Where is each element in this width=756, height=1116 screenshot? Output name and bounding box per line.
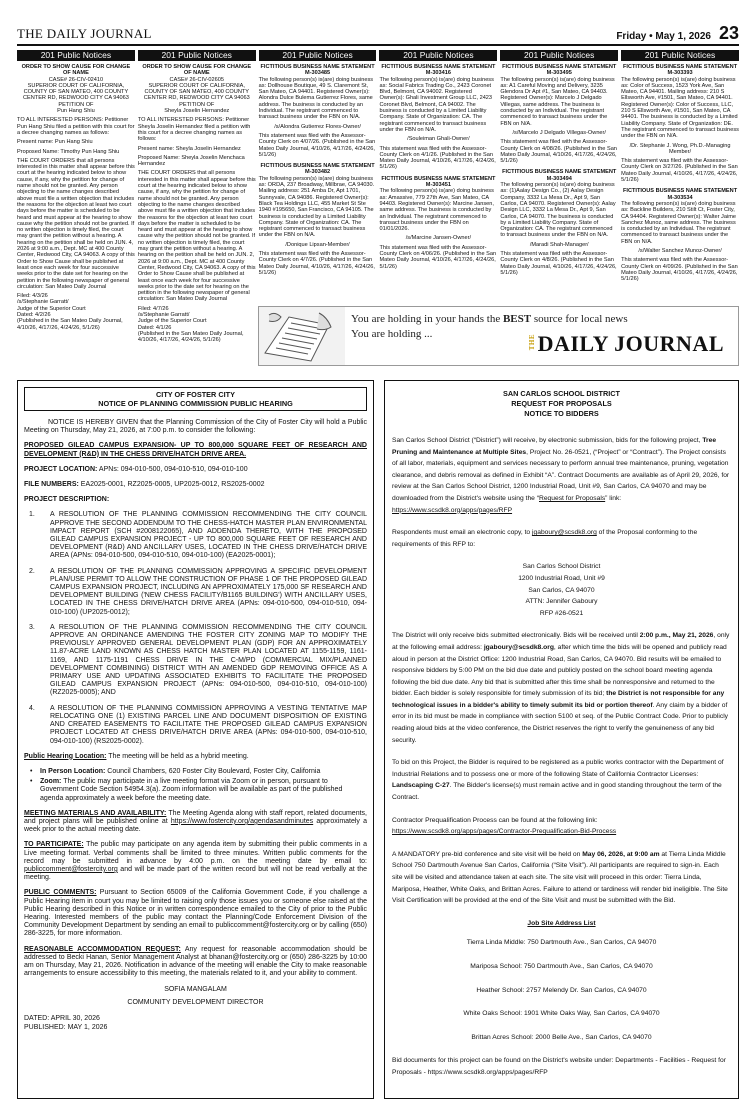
comment-email-link[interactable]: publiccomment@fostercity.org	[24, 865, 118, 873]
petitioner-name: Sheyla Joselin Hernandez	[164, 108, 230, 115]
notice-title: FICTITIOUS BUSINESS NAME STATEMENT M-303485	[260, 64, 375, 77]
project-paragraph: San Carlos School District (“District”) will receive, by electronic submission, bids for the following project, Tree Pruning and Maintenance at Multiple Sites, Project No. 26-0521, (“Project” or “Contract”). The Project consists of all labor, materials, equipment and services necessary to perform annual tree maintenance, pruning, vegetation clearance, and debris removal as defined in Exhibit “A”. Contract Documents are available as of April 29, 2026, for review at the San Carlos School District, 1200 Industrial Road, Unit #9, San Carlos, CA 94070 and may be downloaded from the District's website using the “Request for Proposals” link: https://www.scsdk8.org/apps/pages/RFP	[392, 437, 730, 514]
section-header: 201 Public Notices	[379, 50, 497, 61]
notice-body: The following person(s) is(are) doing business as: Backline Builders, 210 Stilt Ct, Foster City, CA 94404. Registered Owner(s): Walter Jaime Sanchez Munoz, same address. The business is conducted by an Individual. The registrant commenced to transact business under the FBN on N/A.	[621, 200, 736, 245]
rfp-link-label[interactable]: Request for Proposals	[539, 494, 606, 502]
mailing-address: San Carlos School District 1200 Industrial Road, Unit #9 San Carlos, CA 94070 ATTN: Jennifer Gaboury RFP #26-0521	[518, 563, 605, 617]
list-item: 4. A RESOLUTION OF THE PLANNING COMMISSION APPROVING A VESTING TENTATIVE MAP RELOCATING ONE (1) EXISTING PARCEL LINE AND DOCUMENT DISPOSITION OF EXISTING AND CREATED EASEMENTS TO FACILITATE THE PROPOSED GILEAD CAMPUS EXPANSION PROJECT LOCATED AT CHESS DRIVE/HATCH DRIVE AREA (APNs: 094-010-500, 094-010-510, 094-010-100) (RS2025-0002).	[29, 704, 367, 745]
notice-paragraph: TO ALL INTERESTED PERSONS: Petitioner Sheyla Joselin Hernandez filed a petition with this court for a decree changing names as follows:	[137, 117, 251, 143]
notice-title: FICTITIOUS BUSINESS NAME STATEMENT M-303494	[502, 169, 617, 182]
filing-info: Filed: 4/7/26 /s/Stephanie Garratt/ Judge of the Superior Court Dated: 4/1/26 (Published in the San Mateo Daily Journal, 4/10/26, 4/17/26, 4/24/26, 5/1/26)	[137, 305, 244, 344]
petition-of: PETITION OF	[179, 101, 215, 108]
notice-body: The following person(s) is(are) doing business as: Dollhouse Boutique, 49 S. Claremont St, San Mateo, CA 94401. Registered Owner(s): Alondra Dulce Bulema Gutierrez Flores, same address. The business is conducted by an Individual. The registrant commenced to transact business under the FBN on N/A.	[258, 76, 374, 121]
fbn-notice	[379, 64, 497, 171]
section-header: 201 Public Notices	[621, 50, 739, 61]
email-link[interactable]: jgaboury@scsdk8.org	[532, 529, 597, 537]
file-numbers: FILE NUMBERS: EA2025-0001, RZ2025-0005, UP2025-0012, RS2025-0002	[24, 481, 265, 489]
list-item: Mariposa School: 750 Dartmouth Ave., San Carlos, CA 94070	[470, 962, 653, 970]
notice-title: FICTITIOUS BUSINESS NAME STATEMENT M-303451	[381, 175, 496, 189]
notice-signature: /s/Walter Sanchez Munoz-Owner/	[638, 248, 722, 255]
notice-title: ORDER TO SHOW CAUSE FOR CHANGE OF NAME	[21, 64, 131, 77]
project-name: PROPOSED GILEAD CAMPUS EXPANSION- UP TO 800,000 SQUARE FEET OF RESEARCH AND DEVELOPMENT (R&D) IN THE CHESS DRIVE/HATCH DRIVE AREA.	[24, 442, 367, 458]
signer-name: SOFIA MANGALAM	[164, 986, 227, 994]
promo-line-2: You are holding ...	[351, 328, 433, 340]
site-visit-paragraph: A MANDATORY pre-bid conference and site visit will be held on May 06, 2026, at 9:00 am at Tierra Linda Middle School 750 Dartmouth Avenue San Carlos, California (“Site Visit”). All participants are required to sign-in. Each site will be visited and attendance taken at each site. The site visit will proceed in this order: Tierra Linda, Mariposa, Heather, White Oaks, and Brittan Acres. Failure to attend or tardiness will render bid ineligible. The Site Visit Certification will be provided at the end of the Site Visit and must be submitted with the Bid.	[392, 850, 728, 905]
public-comments: PUBLIC COMMENTS: Pursuant to Section 65009 of the California Government Code, if you challenge a Public Hearing item in court you may be limited to raising only those issues you or someone else raised at the Public Hearing described in this Notice or in written correspondence emailed to the City of prior to the Public Hearing. Interested members of the public may contact the Planning/Code Enforcement Division of the Community Development Department by sending an email to publiccomment@fostercity.org or by calling (650) 286-3225, for more information.	[24, 889, 367, 938]
rfp-url-link[interactable]: https://www.scsdk8.org/apps/pages/RFP	[392, 506, 513, 514]
signer-title: COMMUNITY DEVELOPMENT DIRECTOR	[127, 999, 264, 1007]
bullet-icon: •	[30, 767, 33, 775]
notice-column-6	[621, 50, 739, 300]
section-header: 201 Public Notices	[138, 50, 256, 61]
participation: TO PARTICIPATE: The public may participate on any agenda item by submitting their public comments in a Live meeting format. Verbal comments shall be limited to three minutes. Written public comments for the record may be submitted in advance by 4:00 p.m. on the meeting date by email to: publiccomment@fostercity.org and will be made part of the written record but will not be read verbally at the meeting.	[24, 841, 368, 882]
dated: DATED: APRIL 30, 2026	[24, 1015, 100, 1023]
notice-title: CITY OF FOSTER CITY NOTICE OF PLANNING COMMISSION PUBLIC HEARING	[24, 387, 367, 411]
fbn-notice	[621, 188, 739, 282]
list-item: 2. A RESOLUTION OF THE PLANNING COMMISSION APPROVING A SPECIFIC DEVELOPMENT PLAN/USE PERMIT TO ALLOW THE CONSTRUCTION OF PHASE 1 OF THE PROPOSED GILEAD CAMPUS EXPANSION PROJECT, INCLUDING AN APPROXIMATELY 175,000 SF RESEARCH AND DEVELOPMENT BUILDING ('NEW CHESS FACILITY/B1165 BUILDING') WITH ANCILLARY USES, LOCATED IN THE CHESS DRIVE/HATCH DRIVE AREA (APNs: 094-010-500, 094-010-510, 094-010-100) (UP2025-0012);	[29, 567, 367, 616]
fbn-notice	[259, 64, 377, 158]
list-item: 3. A RESOLUTION OF THE PLANNING COMMISSION RECOMMENDING THE CITY COUNCIL APPROVE AN ORDINANCE AMENDING THE FOSTER CITY ZONING MAP TO MODIFY THE PREVIOUSLY APPROVED GENERAL DEVELOPMENT PLAN (GDP) FOR AN APPROXIMATELY 11.87-ACRE LAND KNOWN AS CHESS HATCH MASTER PLAN LOCATED AT 1155-1159, 1161-1169, AND 1175-1191 CHESS DRIVE IN THE C-M/PD (COMMERCIAL MIX/PLANNED DEVELOPMENT COMBINING) DISTRICT WITH AN AMENDED GDP REMOVING OFFICE AS A PRIMARY USE AND UPDATING ASSOCIATED EXHIBITS TO FACILITATE THE PROPOSED GILEAD CAMPUS EXPANSION PROJECT (APNs: 094-010-500, 094-010-510, 094-010-100) (RZ2025-0005); AND	[29, 623, 367, 697]
petition-of: PETITION OF	[58, 101, 94, 108]
foster-city-notice	[17, 380, 374, 1099]
notice-body: The following person(s) is(are) doing business as: ORDA, 237 Broadway, Millbrae, CA 94030. Mailing address: 251 Amba Dr, Apt 1701, Sunnyvale, CA 94086. Registered Owner(s): Black Tea Holdings LLC, 455 Market St Ste 1940 #195650, San Francisco, CA 94105. The business is conducted by a Limited Liability Company. State of Organization: CA. The registrant commenced to transact business under the FBN on N/A.	[258, 175, 375, 239]
deadline-paragraph: The District will only receive bids submitted electronically. Bids will be received until 2:00 p.m., May 21, 2026, only at the following email address: jgaboury@scsdk8.org, after which time the bids will be opened and publicly read aloud in person at the District Office: 1200 Industrial Road, San Carlos, CA 94070. Bid results will be emailed to responsive bidders by 5:00 PM on the bid due date and publicly posted on the school board meeting agenda following the bid due date. Any bid that is submitted after this time shall be nonresponsive and returned to the bidder. Each bidder is solely responsible for timely submission of its bid; the District is not responsible for any technological issues in a bidder's ability to timely submit its bid or portion thereof. Any claim by a bidder of error in its bid must be made in compliance with section 5100 et seq. of the Public Contract Code. Prior to publicly reading aloud bids at the video conference, the District reserves the right to verify the genuineness of any bid security.	[392, 632, 730, 744]
notice-title: FICTITIOUS BUSINESS NAME STATEMENT M-303416	[381, 64, 496, 77]
notice-title: FICTITIOUS BUSINESS NAME STATEMENT M-303482	[260, 163, 375, 176]
promo-banner[interactable]	[258, 306, 739, 366]
notice-signature: /s/Alondra Gutierrez Flores-Owner/	[274, 123, 361, 130]
section-header: 201 Public Notices	[500, 50, 618, 61]
accommodation: REASONABLE ACCOMMODATION REQUEST: Any request for reasonable accommodation should be addressed to Becki Hanan, Senior Management Analyst at bhanan@fostercity.org or (650) 286-3225 by 10:00 am on Thursday, May 21, 2026. Notification in advance of the meeting will enable the City to make reasonable arrangements to ensure accessibility to this meeting, the materials related to it, and your ability to comment.	[24, 945, 367, 978]
filing-info: Filed: 4/3/26 /s/Stephanie Garratt/ Judge of the Superior Court Dated: 4/2/26 (Published in the San Mateo Daily Journal, 4/10/26, 4/17/26, 4/24/26, 5/1/26)	[17, 293, 123, 331]
court-name: SUPERIOR COURT OF CALIFORNIA, COUNTY OF SAN MATEO, 400 COUNTY CENTER RD, REDWOOD CITY CA 94063	[143, 82, 250, 102]
notice-title: ORDER TO SHOW CAUSE FOR CHANGE OF NAME	[142, 64, 252, 77]
list-item: • Zoom: The public may participate in a live meeting format via Zoom or in person, pursuant to Government Code Section 54954.3(a). Zoom information will be available as part of the published agenda approximately a week before the meeting date.	[30, 778, 343, 802]
notice-title: FICTITIOUS BUSINESS NAME STATEMENT M-303534	[622, 188, 738, 201]
notice-publication: This statement was filed with the Assessor-County Clerk on 4/09/26. (Published in the San Mateo Daily Journal, 4/10/26, 4/17/26, 4/24/26, 5/1/26)	[621, 257, 738, 283]
notice-column-5	[500, 50, 618, 300]
meeting-materials: MEETING MATERIALS AND AVAILABILITY: The Meeting Agenda along with staff report, related documents, and project plans will be published online at https://www.fostercity.org/agendasandminutes approximately a week prior to the actual meeting date.	[24, 809, 368, 834]
notice-title: SAN CARLOS SCHOOL DISTRICT REQUEST FOR PROPOSALS NOTICE TO BIDDERS	[502, 389, 621, 418]
hearing-options	[24, 768, 367, 803]
notice-signature: /Souleiman Ghali-Owner/	[407, 136, 470, 143]
bid-documents-paragraph: Bid documents for this project can be found on the District's website under: Departments - Facilities - Request for Proposals - https://www.scsdk8.org/apps/pages/RFP	[392, 1057, 726, 1076]
issue-date: Friday • May 1, 2026	[616, 31, 711, 42]
list-item: Tierra Linda Middle: 750 Dartmouth Ave., San Carlos, CA 94070	[466, 939, 657, 947]
sites-header: Job Site Address List	[527, 919, 596, 927]
notice-publication: This statement was filed with the Assessor-County Clerk on 4/06/26. (Published in the San Mateo Daily Journal, 4/10/26, 4/17/26, 4/24/26, 5/1/26)	[379, 244, 497, 270]
notice-intro: NOTICE IS HEREBY GIVEN that the Planning Commission of the City of Foster City will hold a Public Meeting on Thursday, May 21, 2026, at 7:00 p.m. to consider the following:	[24, 419, 367, 435]
notice-publication: This statement was filed with the Assessor-County Clerk on 4/07/26. (Published in the San Mateo Daily Journal, 4/10/26, 4/17/26, 4/24/26, 5/1/26)	[258, 132, 376, 158]
notice-title: FICTITIOUS BUSINESS NAME STATEMENT M-303495	[502, 64, 617, 77]
proposed-name: Proposed Name: Sheyla Joselin Menchaca Hernandez	[137, 154, 245, 168]
notice-column-3	[259, 50, 377, 300]
notice-signature: /s/Marcine Jansen-Owner/	[405, 235, 472, 242]
published: PUBLISHED: MAY 1, 2026	[24, 1023, 108, 1031]
agenda-link[interactable]: https://www.fostercity.org/agendasandminutes	[170, 817, 314, 825]
list-item: • In Person Location: Council Chambers, 620 Foster City Boulevard, Foster City, California	[30, 767, 321, 775]
page-number: 23	[718, 23, 739, 43]
court-name: SUPERIOR COURT OF CALIFORNIA, COUNTY OF SAN MATEO, 400 COUNTY CENTER RD, REDWOOD CITY CA 94063	[22, 82, 129, 102]
notice-publication: This statement was filed with the Assessor-County Clerk on 4/08/26. (Published in the San Mateo Daily Journal, 4/10/26, 4/17/26, 4/24/26, 5/1/26)	[500, 139, 617, 165]
promo-line-1: You are holding in your hands the BEST source for local news	[351, 313, 628, 325]
notice-publication: This statement was filed with the Assessor-County Clerk on 4/1/26. (Published in the San Mateo Daily Journal, 4/10/26, 4/17/26, 4/24/26, 5/1/26)	[379, 145, 496, 171]
present-name: Present name: Pun Hang Shiu	[17, 139, 93, 146]
notice-signature: /Dr. Stephanie J. Wong, Ph.D.-Managing Member/	[629, 142, 731, 155]
notice-signature: /Donique Lipsan-Member/	[285, 241, 350, 248]
daily-journal-logo: THE DAILY JOURNAL	[527, 331, 724, 356]
list-item: 1. A RESOLUTION OF THE PLANNING COMMISSION RECOMMENDING THE CITY COUNCIL APPROVE THE SECOND ADDENDUM TO THE CHESS-HATCH MASTER PLAN ENVIRONMENTAL IMPACT REPORT (SCH #2008122065), AND ADDENDA THERETO, WITH THE PROPOSED GILEAD CAMPUS EXPANSION PROJECT - UP TO 800,000 SQUARE FEET OF RESEARCH AND DEVELOPMENT (R&D) AND ANCILLARY USES, LOCATED IN THE CHESS DRIVE/HATCH DRIVE AREA (APNs: 094-010-500, 094-010-510, 094-010-100) (EA2025-0001);	[29, 511, 367, 560]
san-carlos-notice	[384, 380, 739, 1099]
notice-publication: This statement was filed with the Assessor-County Clerk on 4/8/26. (Published in the San Mateo Daily Journal, 4/10/26, 4/17/26, 4/24/26, 5/1/26)	[500, 251, 617, 276]
notice-publication: This statement was filed with the Assessor-County Clerk on 4/7/26. (Published in the San Mateo Daily Journal, 4/10/26, 4/17/26, 4/24/26, 5/1/26)	[258, 251, 375, 276]
petitioner-name: Pun Hang Shiu	[57, 108, 95, 115]
notice-signature: /s/Marcelo J Delgado Villegas-Owner/	[512, 129, 606, 136]
notice-publication: This statement was filed with the Assessor-County Clerk on 3/27/26. (Published in the San Mateo Daily Journal, 4/10/26, 4/17/26, 4/24/26, 5/1/26)	[621, 158, 738, 184]
bullet-icon: •	[30, 778, 33, 786]
project-location: PROJECT LOCATION: APNs: 094-010-500, 094-010-510, 094-010-100	[24, 465, 248, 473]
fbn-notice	[500, 64, 618, 164]
fbn-notice	[621, 64, 739, 183]
resolution-list	[24, 511, 367, 745]
section-header: 201 Public Notices	[259, 50, 377, 61]
prequal-link[interactable]: https://www.scsdk8.org/apps/pages/Contractor-Prequalification-Bid-Process	[392, 828, 617, 836]
notice-body: The following person(s) is(are) doing business as: Amassive, 779 27th Ave, San Mateo, CA 94403. Registered Owner(s): Marcine Jansen, same address. The business is conducted by an Individual. The registrant commenced to transact business under the FBN on 01/01/2026.	[379, 188, 494, 233]
present-name: Present name: Sheyla Joselin Hernandez	[137, 145, 241, 152]
section-header: 201 Public Notices	[17, 50, 135, 61]
notice-column-2	[137, 50, 256, 344]
court-order: THE COURT ORDERS that all persons interested in this matter shall appear before this court at the hearing indicated below to show cause, if any, why the petition for change of name should not be granted. Any person objecting to the name changes described above must file a written objection that includes the reasons for the objection at least two court days before the matter is scheduled to be heard and must appear at the hearing to show cause why the petition should not be granted. If no written objection is timely filed, the court may grant the petition without a hearing. A hearing on the petition shall be held on JUN. 2, 2026 at 9:00 a.m., Dept. MC at 400 County Center, Redwood City, CA 94063. A copy of this Order to Show Cause shall be published at least once each week for four successive weeks prior to the date set for hearing on the petition in the following newspaper of general circulation: San Mateo Daily Journal	[137, 170, 256, 303]
fbn-notice	[500, 169, 618, 276]
masthead	[17, 24, 739, 46]
case-number: CASE# 26-CIV-02605	[169, 76, 224, 83]
case-number: CASE# 26-CIV-02410	[48, 76, 104, 83]
notice-column-4	[379, 50, 497, 300]
license-paragraph: To bid on this Project, the Bidder is required to be registered as a public works contractor with the Department of Industrial Relations and to possess one or more of the following State of California Contractor Licenses: Landscaping C-27. The Bidder's license(s) must remain active and in good standing throughout the term of the Contract.	[392, 759, 724, 802]
list-item: Brittan Acres School: 2000 Belle Ave., San Carlos, CA 94070	[471, 1033, 652, 1041]
list-item: Heather School: 2757 Melendy Dr. San Carlos, CA 94070	[476, 986, 647, 994]
notice-paragraph: TO ALL INTERESTED PERSONS: Petitioner Pun Hang Shiu filed a petition with this court for a decree changing names as follows:	[17, 117, 135, 136]
notice-column-1	[17, 50, 135, 331]
prequal-paragraph: Contractor Prequalification Process can be found at the following link: https://www.scsdk8.org/apps/pages/Contractor-Prequalification-Bid-Process	[392, 816, 617, 836]
fbn-notice	[379, 176, 497, 270]
notice-body: The following person(s) is(are) doing business as: Social Fabrics Trading Co., 2423 Coronet Blvd, Belmont, CA 94002. Registered Owner(s): Ghali Investment Group LLC, 2423 Coronet Blvd, Belmont, CA 94002. The business is conducted by a Limited Liability Company. State of Organization: CA. The registrant commenced to transact business under the FBN on N/A.	[379, 76, 494, 133]
description-label: PROJECT DESCRIPTION:	[24, 496, 110, 504]
notice-signature: /Maradi Shah-Manager/	[529, 241, 589, 248]
fbn-notice	[259, 163, 377, 276]
hearing-location: Public Hearing Location: The meeting will be held as a hybrid meeting.	[24, 752, 249, 760]
notice-body: The following person(s) is(are) doing business as: (1)Aalay Design Co., (2) Aalay Design Company, 3332 La Mesa Dr., Apt 9, San Carlos, CA 94070. Registered Owner(s): Aalay Design LLC, 3332 La Mesa Dr., Apt 9, San Carlos, CA 94070. The business is conducted by a Limited Liability Company. State of Organization: CA. The registrant commenced to transact business under the FBN on N/A.	[500, 182, 616, 239]
notice-body: The following person(s) is(are) doing business as: Color of Success, 1523 York Ave, San Mateo, CA 94401. Mailing address: 210 S Ellsworth Ave, #1501, San Mateo, CA 94401. Registered Owner(s): Color of Success, LLC, 210 S Ellsworth Ave, #1501, San Mateo, CA 94401. The business is conducted by a Limited Liability Company. State of Organization: DE. The registrant commenced to transact business under the FBN on N/A.	[621, 76, 739, 140]
notice-body: The following person(s) is(are) doing business as: A1 Careful Moving and Delivery, 3235 Glendora Dr Apt #1, San Mateo, CA 94403. Registered Owner(s): Marcelo J Delgado Villegas, same address. The business is conducted by an Individual. The registrant commenced to transact business under the FBN on N/A.	[500, 76, 615, 127]
paper-name: THE DAILY JOURNAL	[17, 26, 152, 41]
proposed-name: Proposed Name: Timothy Pun Hang Shiu	[17, 148, 120, 155]
newspaper-illustration	[259, 307, 345, 365]
list-item: White Oaks School: 1901 White Oaks Way, San Carlos, CA 94070	[463, 1010, 660, 1018]
notice-title: FICTITIOUS BUSINESS NAME STATEMENT M-303393	[622, 64, 738, 77]
email-paragraph: Respondents must email an electronic copy, to jgaboury@scsdk8.org of the Proposal conforming to the requirements of this RFP to:	[392, 529, 698, 548]
court-order: THE COURT ORDERS that all persons interested in this matter shall appear before this court at the hearing indicated below to show cause, if any, why the petition for change of name should not be granted. Any person objecting to the name changes described above must file a written objection that includes the reasons for the objection at least two court days before the matter is scheduled to be heard and must appear at the hearing to show cause why the petition should not be granted. If no written objection is timely filed, the court may grant the petition without a hearing. A hearing on the petition shall be held on JUN. 4, 2026 at 9:00 a.m., Dept. MC at 400 County Center, Redwood City, CA 94063. A copy of this Order to Show Cause shall be published at least once each week for four successive weeks prior to the date set for hearing on the petition in the following newspaper of general circulation: San Mateo Daily Journal	[17, 157, 135, 290]
